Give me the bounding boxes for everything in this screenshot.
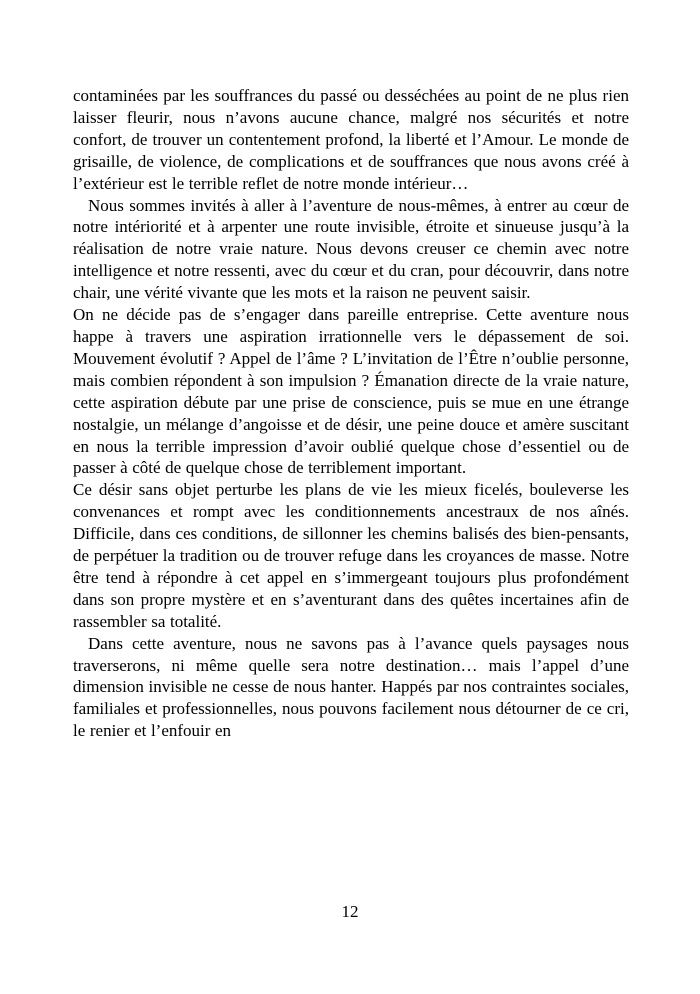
paragraph-1: contaminées par les souffrances du passé ou desséchées au point de ne plus rien laisser fleurir, nous n’avons aucune chance, malgré nos sécurités et notre confort, de trouver un contentement profond, la liberté et l’Amour. Le monde de grisaille, de violence, de complications et de souffrances que nous avons créé à l’extérieur est le terrible reflet de notre monde intérieur… [73,86,629,193]
paragraph-3: On ne décide pas de s’engager dans pareille entreprise. Cette aventure nous happe à travers une aspiration irrationnelle vers le dépassement de soi. Mouvement évolutif ? Appel de l’âme ? L’invitation de l’Être n’oublie personne, mais combien répondent à son impulsion ? Émanation directe de la vraie nature, cette aspiration débute par une prise de conscience, puis se mue en une étrange nostalgie, un mélange d’angoisse et de désir, une peine douce et amère suscitant en nous la terrible impression d’avoir oublié quelque chose d’essentiel ou de passer à côté de quelque chose de terriblement important. [73,305,629,478]
paragraph-2: Nous sommes invités à aller à l’aventure de nous-mêmes, à entrer au cœur de notre intériorité et à arpenter une route invisible, étroite et sinueuse jusqu’à la réalisation de notre vraie nature. Nous devons creuser ce chemin avec notre intelligence et notre ressenti, avec du cœur et du cran, pour découvrir, dans notre chair, une vérité vivante que les mots et la raison ne peuvent saisir. [73,195,629,303]
page-number: 12 [341,902,359,921]
page-text-block [73,85,629,742]
paragraph-5: Dans cette aventure, nous ne savons pas à l’avance quels paysages nous traverserons, ni même quelle sera notre destination… mais l’appel d’une dimension invisible ne cesse de nous hanter. Happés par nos contraintes sociales, familiales et professionnelles, nous pouvons facilement nous détourner de ce cri, le renier et l’enfouir en [73,633,629,741]
paragraph-4: Ce désir sans objet perturbe les plans de vie les mieux ficelés, bouleverse les convenances et rompt avec les conditionnements ancestraux de nos aînés. Difficile, dans ces conditions, de sillonner les chemins balisés des bien-pensants, de perpétuer la tradition ou de trouver refuge dans les croyances de masse. Notre être tend à répondre à cet appel en s’immergeant toujours plus profondément dans son propre mystère et en s’aventurant dans des quêtes incertaines afin de rassembler sa totalité. [73,480,629,631]
